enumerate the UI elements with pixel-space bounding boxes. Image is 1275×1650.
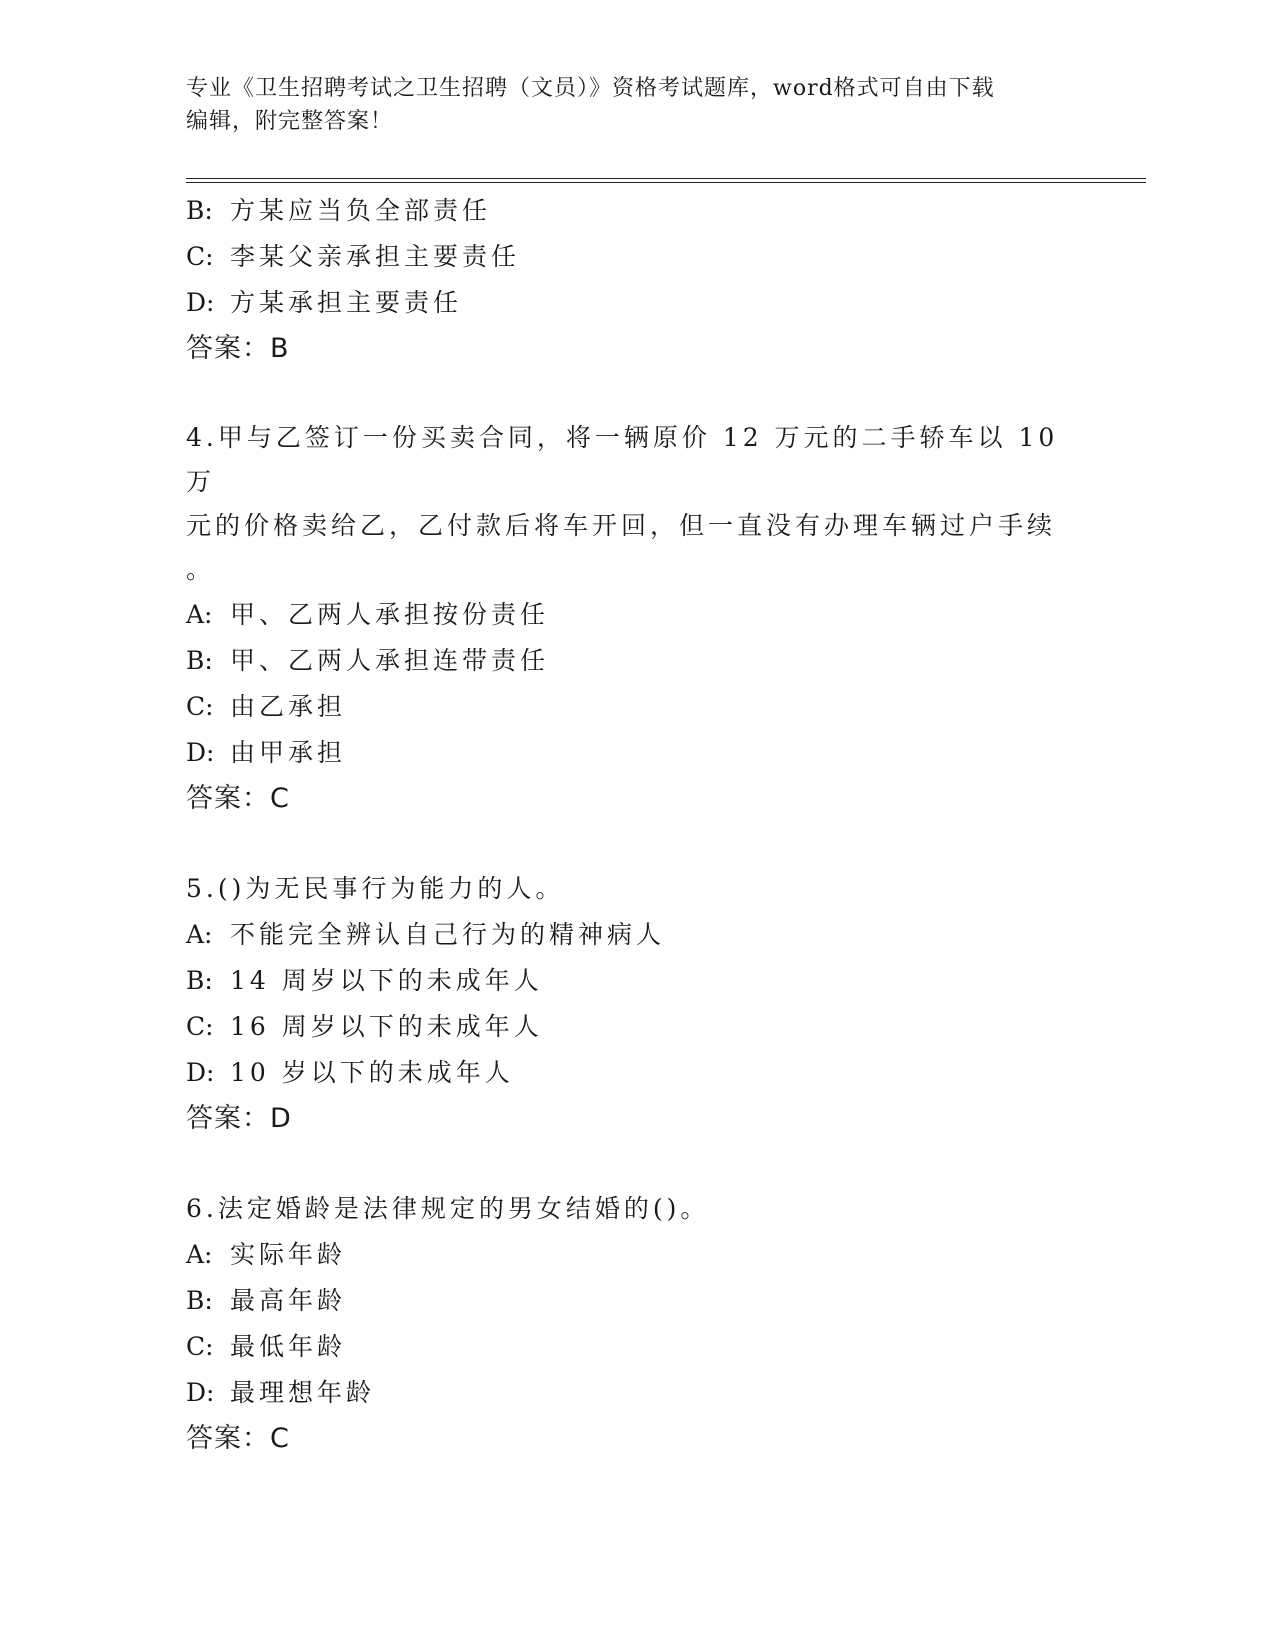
answer-line: 答案：D: [186, 1103, 292, 1134]
header-divider: [186, 178, 1146, 183]
stem-line: 4.甲与乙签订一份买卖合同，将一辆原价 12 万元的二手轿车以 10 万: [186, 423, 1059, 496]
answer-line: 答案：C: [186, 783, 290, 814]
option-text: 16 周岁以下的未成年人: [230, 1012, 543, 1041]
option-key: C:: [186, 1012, 214, 1041]
question-6-block: [186, 1186, 1146, 1462]
option-b: [186, 1278, 1146, 1324]
option-b: [186, 638, 1146, 684]
option-text: 不能完全辨认自己行为的精神病人: [230, 920, 666, 949]
answer-line: 答案：B: [186, 333, 290, 364]
option-key: A:: [186, 600, 213, 629]
option-b: [186, 958, 1146, 1004]
spacer: [186, 372, 1146, 416]
document-header: [186, 72, 1086, 138]
question-stem: [186, 416, 1066, 592]
option-text: 最理想年龄: [230, 1378, 376, 1407]
option-b: [186, 188, 1146, 234]
option-text: 14 周岁以下的未成年人: [230, 966, 543, 995]
option-key: A:: [186, 1240, 213, 1269]
option-key: B:: [186, 196, 213, 225]
question-4-block: [186, 416, 1146, 822]
option-a: [186, 912, 1146, 958]
option-key: D:: [186, 738, 215, 767]
option-key: B:: [186, 966, 213, 995]
question-5-block: [186, 866, 1146, 1142]
option-key: D:: [186, 1378, 215, 1407]
stem-line: 。: [186, 555, 216, 584]
option-d: [186, 730, 1146, 776]
option-text: 实际年龄: [230, 1240, 347, 1269]
option-key: D:: [186, 1058, 215, 1087]
option-c: [186, 234, 1146, 280]
option-d: [186, 280, 1146, 326]
stem-line: 元的价格卖给乙，乙付款后将车开回，但一直没有办理车辆过户手续: [186, 511, 1057, 540]
option-key: C:: [186, 692, 214, 721]
header-line-2: 编辑，附完整答案！: [186, 109, 394, 134]
option-key: C:: [186, 242, 214, 271]
option-d: [186, 1050, 1146, 1096]
option-a: [186, 592, 1146, 638]
option-text: 由乙承担: [230, 692, 347, 721]
question-stem: 5.()为无民事行为能力的人。: [186, 874, 565, 903]
answer-line: 答案：C: [186, 1423, 290, 1454]
header-line-1: 专业《卫生招聘考试之卫生招聘（文员）》资格考试题库，word格式可自由下载: [186, 76, 995, 101]
spacer: [186, 1142, 1146, 1186]
option-c: [186, 1004, 1146, 1050]
option-text: 方某承担主要责任: [230, 288, 463, 317]
option-text: 甲、乙两人承担连带责任: [230, 646, 550, 675]
option-c: [186, 1324, 1146, 1370]
option-text: 最低年龄: [230, 1332, 347, 1361]
option-text: 最高年龄: [230, 1286, 347, 1315]
option-text: 由甲承担: [230, 738, 347, 767]
question-list: [186, 188, 1146, 1462]
question-stem: 6.法定婚龄是法律规定的男女结婚的()。: [186, 1194, 710, 1223]
option-text: 李某父亲承担主要责任: [230, 242, 521, 271]
option-c: [186, 684, 1146, 730]
option-a: [186, 1232, 1146, 1278]
option-d: [186, 1370, 1146, 1416]
spacer: [186, 822, 1146, 866]
option-key: D:: [186, 288, 215, 317]
option-key: B:: [186, 646, 213, 675]
option-text: 甲、乙两人承担按份责任: [230, 600, 550, 629]
option-key: A:: [186, 920, 213, 949]
option-key: B:: [186, 1286, 213, 1315]
option-text: 10 岁以下的未成年人: [230, 1058, 514, 1087]
option-text: 方某应当负全部责任: [230, 196, 492, 225]
question-3-block: [186, 188, 1146, 372]
option-key: C:: [186, 1332, 214, 1361]
